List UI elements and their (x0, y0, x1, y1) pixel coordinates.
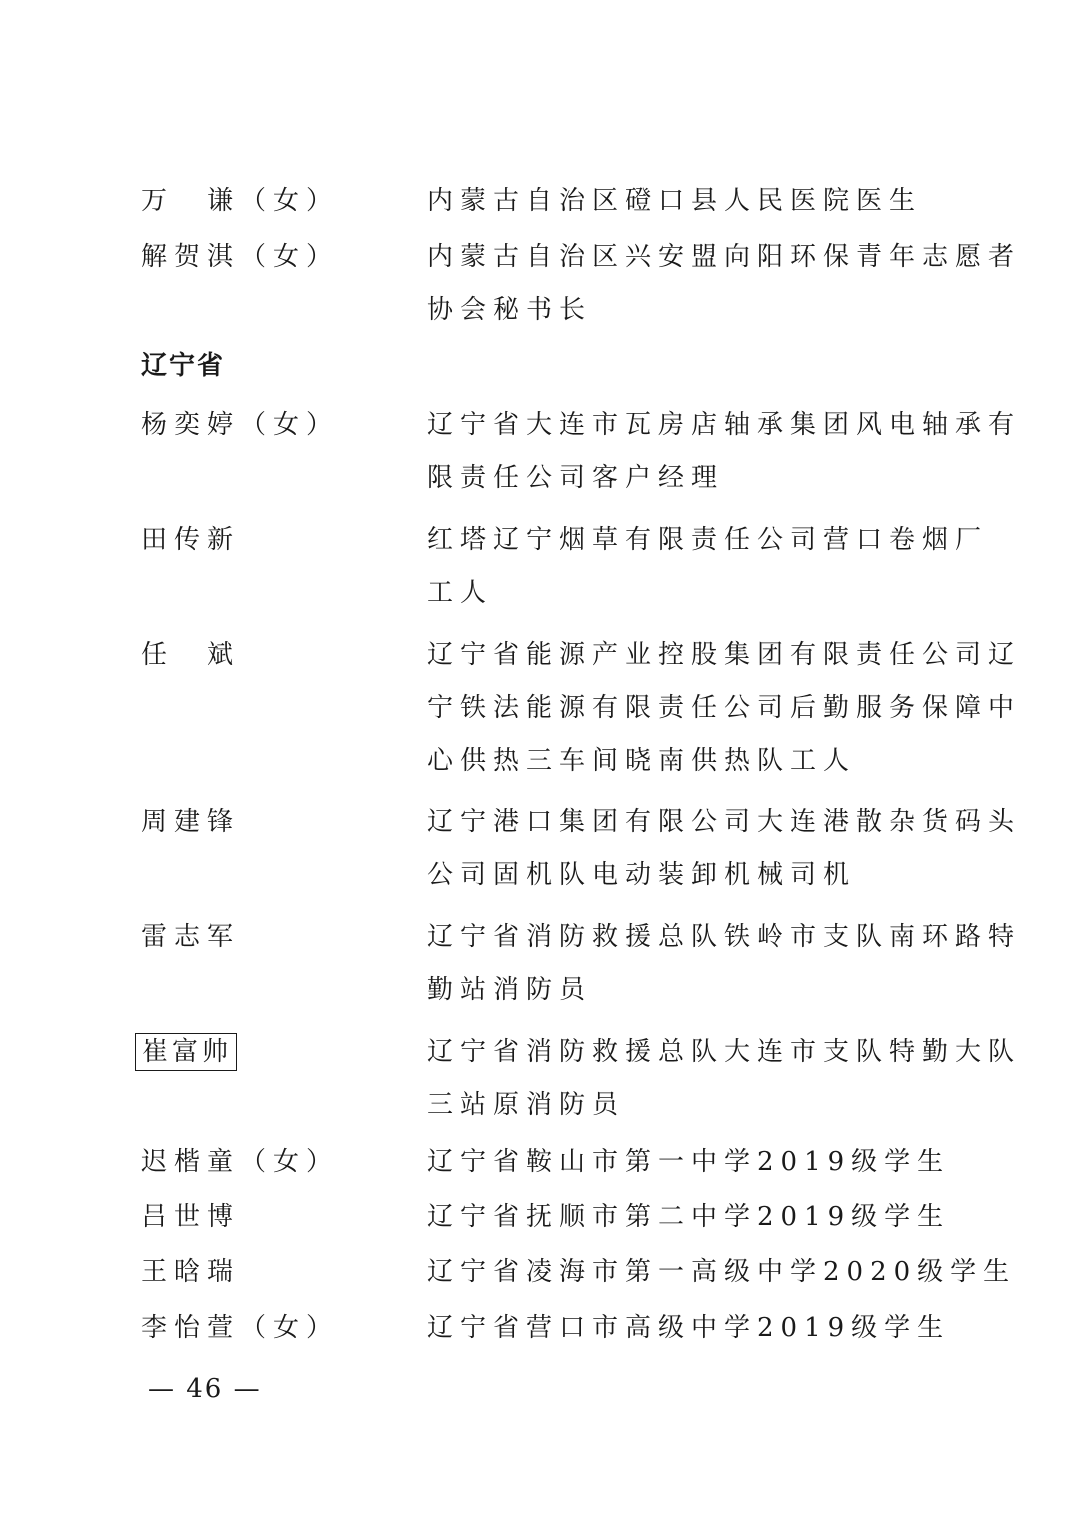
person-org: 辽宁省大连市瓦房店轴承集团风电轴承有 (427, 410, 1022, 440)
person-org-continued: 限责任公司客户经理 (427, 463, 725, 493)
person-org-continued: 公司固机队电动装卸机械司机 (427, 860, 857, 890)
person-name: 王晗瑞 (141, 1257, 241, 1287)
person-org: 内蒙古自治区兴安盟向阳环保青年志愿者 (427, 242, 1022, 272)
person-name: 田传新 (141, 525, 241, 555)
person-org: 内蒙古自治区磴口县人民医院医生 (427, 186, 923, 216)
person-org-continued: 心供热三车间晓南供热队工人 (427, 746, 857, 776)
person-name: 雷志军 (141, 922, 241, 952)
person-name: 万 谦（女） (141, 186, 340, 216)
person-name: 迟楷童（女） (141, 1147, 340, 1177)
person-name: 吕世博 (141, 1202, 241, 1232)
person-org: 辽宁省消防救援总队铁岭市支队南环路特 (427, 922, 1022, 952)
person-org: 辽宁港口集团有限公司大连港散杂货码头 (427, 807, 1022, 837)
person-org: 辽宁省抚顺市第二中学2019级学生 (427, 1202, 951, 1232)
section-heading: 辽宁省 (141, 351, 226, 381)
person-name: 周建锋 (141, 807, 241, 837)
person-org-continued: 协会秘书长 (427, 295, 593, 325)
person-org-continued: 勤站消防员 (427, 975, 593, 1005)
person-org: 辽宁省能源产业控股集团有限责任公司辽 (427, 640, 1022, 670)
person-org-continued: 宁铁法能源有限责任公司后勤服务保障中 (427, 693, 1022, 723)
person-org: 辽宁省凌海市第一高级中学2020级学生 (427, 1257, 1017, 1287)
page-number: — 46 — (148, 1374, 262, 1404)
person-org: 辽宁省消防救援总队大连市支队特勤大队 (427, 1037, 1022, 1067)
person-name: 李怡萱（女） (141, 1313, 340, 1343)
person-name: 解贺淇（女） (141, 242, 340, 272)
person-name: 杨奕婷（女） (141, 410, 340, 440)
person-org: 辽宁省鞍山市第一中学2019级学生 (427, 1147, 951, 1177)
person-name: 任 斌 (141, 640, 241, 670)
person-org-continued: 工人 (427, 578, 494, 608)
highlight-box: 崔富帅 (135, 1033, 237, 1071)
person-name-boxed (141, 1039, 237, 1065)
person-org-continued: 三站原消防员 (427, 1090, 626, 1120)
person-org: 辽宁省营口市高级中学2019级学生 (427, 1313, 951, 1343)
person-org: 红塔辽宁烟草有限责任公司营口卷烟厂 (427, 525, 989, 555)
